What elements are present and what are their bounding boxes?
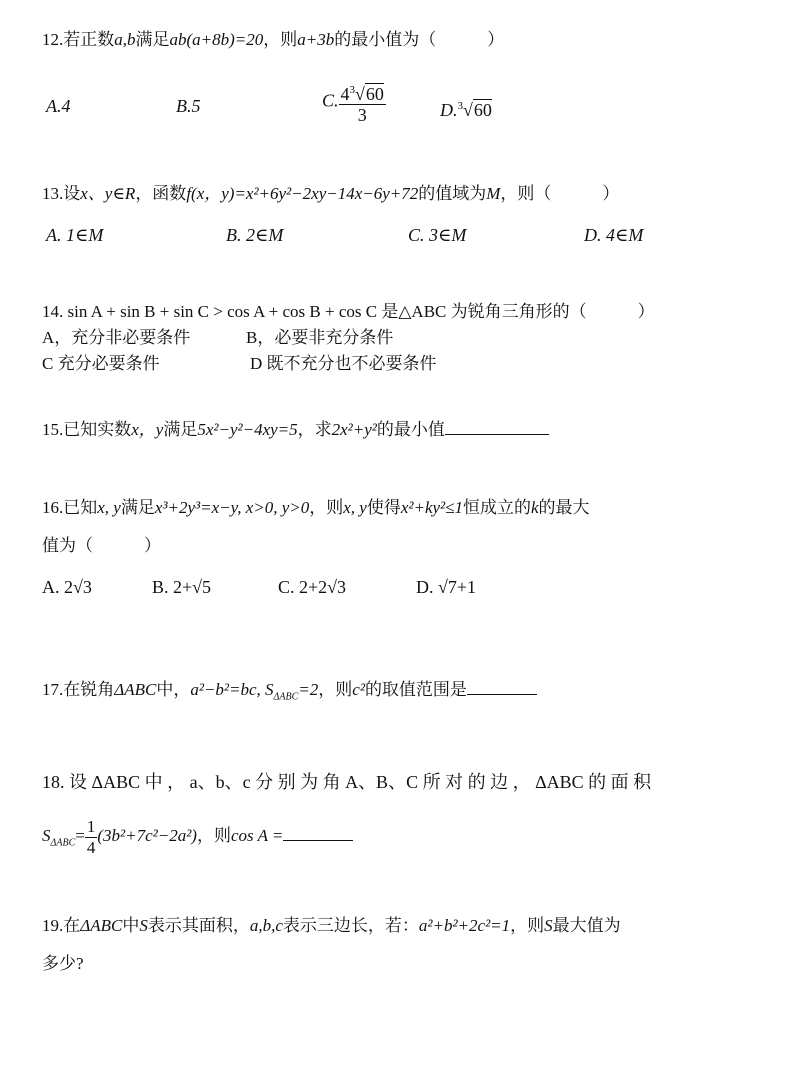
q13-option-c: C. 3∈M — [408, 225, 467, 245]
q12-option-d: D.$^3$√60 — [440, 100, 492, 120]
q13-option-b: B. 2∈M — [226, 225, 284, 245]
q12-stem — [42, 28, 504, 52]
q16-text5: 恒成立的 — [462, 498, 531, 517]
q17-condition2: =2 — [298, 680, 319, 699]
q12-option-c-radicand: 60 — [365, 84, 384, 104]
q19-text5: ，则 — [510, 916, 545, 935]
q12-mid: 满足 — [135, 30, 170, 49]
q15-expression: 2x²+y² — [331, 420, 377, 439]
q17-triangle: ΔABC — [114, 680, 157, 699]
q13-function: f(x，y)=x²+6y²−2xy−14x−6y+72 — [186, 184, 419, 203]
q16-option-d: D. √7+1 — [416, 577, 477, 597]
q14-stem: 14. sin A + sin B + sin C > cos A + cos B + cos C 是△ABC 为锐角三角形的（ ） — [42, 302, 655, 321]
q16-text3: ，则 — [309, 498, 344, 517]
q16-stem-line2: 值为（ ） — [42, 536, 161, 555]
q13-option-a: A. 1∈M — [46, 225, 104, 245]
q12-option-d-label: D. — [440, 100, 458, 120]
q19-s2: S — [544, 916, 553, 935]
q17-text4: 的取值范围是 — [364, 680, 467, 699]
q15-text3: ，求 — [297, 420, 332, 439]
q16-text1: 16.已知 — [42, 498, 98, 517]
q17-stem — [42, 678, 537, 709]
q12-then: ，则 — [263, 30, 298, 49]
q13-tail: 的值域为 — [418, 184, 487, 203]
q13-option-d: D. 4∈M — [584, 225, 644, 245]
q18-fraction — [85, 817, 98, 858]
q16-text4: 使得 — [366, 498, 401, 517]
q19-equation: a²+b²+2c²=1 — [418, 916, 511, 935]
q15-text2: 满足 — [163, 420, 198, 439]
q17-subscript: ΔABC — [273, 691, 299, 703]
q17-expression: c² — [352, 680, 365, 699]
q17-text3: ，则 — [318, 680, 353, 699]
q12-expression: a+3b — [297, 30, 335, 49]
q13-stem — [42, 182, 619, 206]
q18-equals: = — [75, 826, 85, 845]
q15-vars: x，y — [131, 420, 164, 439]
q13-set: M — [486, 184, 501, 203]
q12-prefix: 12.若正数 — [42, 30, 115, 49]
q12-option-a: A.4 — [46, 96, 71, 116]
q18-subscript: ΔABC — [50, 837, 76, 849]
q15-stem — [42, 418, 549, 442]
q16-vars: x, y — [97, 498, 121, 517]
q14-option-a: A，充分非必要条件 — [42, 328, 191, 347]
q14-option-c: C 充分必要条件 — [42, 354, 160, 373]
q19-stem-line2: 多少? — [42, 954, 84, 973]
q13-mid: ，函数 — [135, 184, 187, 203]
q19-text6: 最大值为 — [552, 916, 621, 935]
q18-fraction-numerator: 1 — [86, 816, 96, 836]
q16-option-b: B. 2+√5 — [152, 577, 212, 597]
q17-answer-blank[interactable] — [467, 678, 537, 695]
q13-vars: x、y∈R — [80, 184, 136, 203]
q19-text3: 表示其面积， — [147, 916, 250, 935]
q12-option-d-index: 3 — [457, 100, 463, 112]
q18-stem: 18. 设 ΔABC 中 ， a、b、c 分 别 为 角 A、B、C 所 对 的 边 ， ΔABC 的 面 积 — [42, 772, 652, 792]
q12-option-c-coef: 4 — [340, 84, 350, 104]
q16-condition: x³+2y³=x−y, x>0, y>0 — [154, 498, 310, 517]
q19-triangle: ΔABC — [80, 916, 123, 935]
q12-option-c-denominator: 3 — [357, 105, 367, 125]
q12-option-c-index: 3 — [349, 84, 356, 96]
q16-k: k — [530, 498, 539, 517]
q15-text4: 的最小值 — [376, 420, 445, 439]
q12-option-c-label: C. — [322, 90, 339, 111]
q17-text1: 17.在锐角 — [42, 680, 115, 699]
q12-option-d-radicand: 60 — [473, 100, 492, 120]
q18-text: ，则 — [196, 826, 231, 845]
q18-s: S — [42, 826, 51, 845]
q14-option-b: B，必要非充分条件 — [246, 328, 394, 347]
q15-answer-blank[interactable] — [445, 418, 549, 435]
q16-vars2: x, y — [343, 498, 367, 517]
q12-option-c — [322, 80, 386, 125]
q12-vars: a,b — [114, 30, 136, 49]
q19-text1: 19.在 — [42, 916, 81, 935]
q12-equation: ab(a+8b)=20 — [169, 30, 264, 49]
q18-formula — [42, 814, 353, 865]
q16-text6: 的最大 — [538, 498, 590, 517]
q19-text4: 表示三边长，若： — [282, 916, 419, 935]
q18-expression: (3b²+7c²−2a²) — [97, 826, 197, 845]
q13-end: ，则（ ） — [500, 184, 620, 203]
q16-option-a: A. 2√3 — [42, 577, 92, 597]
q16-inequality: x²+ky²≤1 — [400, 498, 463, 517]
q18-fraction-denominator: 4 — [86, 837, 96, 857]
q19-s: S — [139, 916, 148, 935]
q12-tail: 的最小值为（ ） — [334, 30, 505, 49]
q12-option-c-fraction: $\frac{4^3√60}{3}$ — [339, 80, 386, 125]
q16-text2: 满足 — [120, 498, 155, 517]
q15-equation: 5x²−y²−4xy=5 — [197, 420, 298, 439]
q17-condition: a²−b²=bc, S — [190, 680, 274, 699]
q19-vars: a,b,c — [249, 916, 283, 935]
q16-option-c: C. 2+2√3 — [278, 577, 347, 597]
q12-option-b: B.5 — [176, 96, 201, 116]
q19-text2: 中 — [122, 916, 140, 935]
q15-text1: 15.已知实数 — [42, 420, 132, 439]
q17-text2: 中， — [156, 680, 191, 699]
q18-answer-blank[interactable] — [283, 824, 353, 841]
q13-prefix: 13.设 — [42, 184, 81, 203]
q16-stem — [42, 496, 590, 520]
q19-stem — [42, 914, 621, 938]
q14-option-d: D 既不充分也不必要条件 — [250, 354, 437, 373]
q18-ask: cos A = — [230, 826, 284, 845]
